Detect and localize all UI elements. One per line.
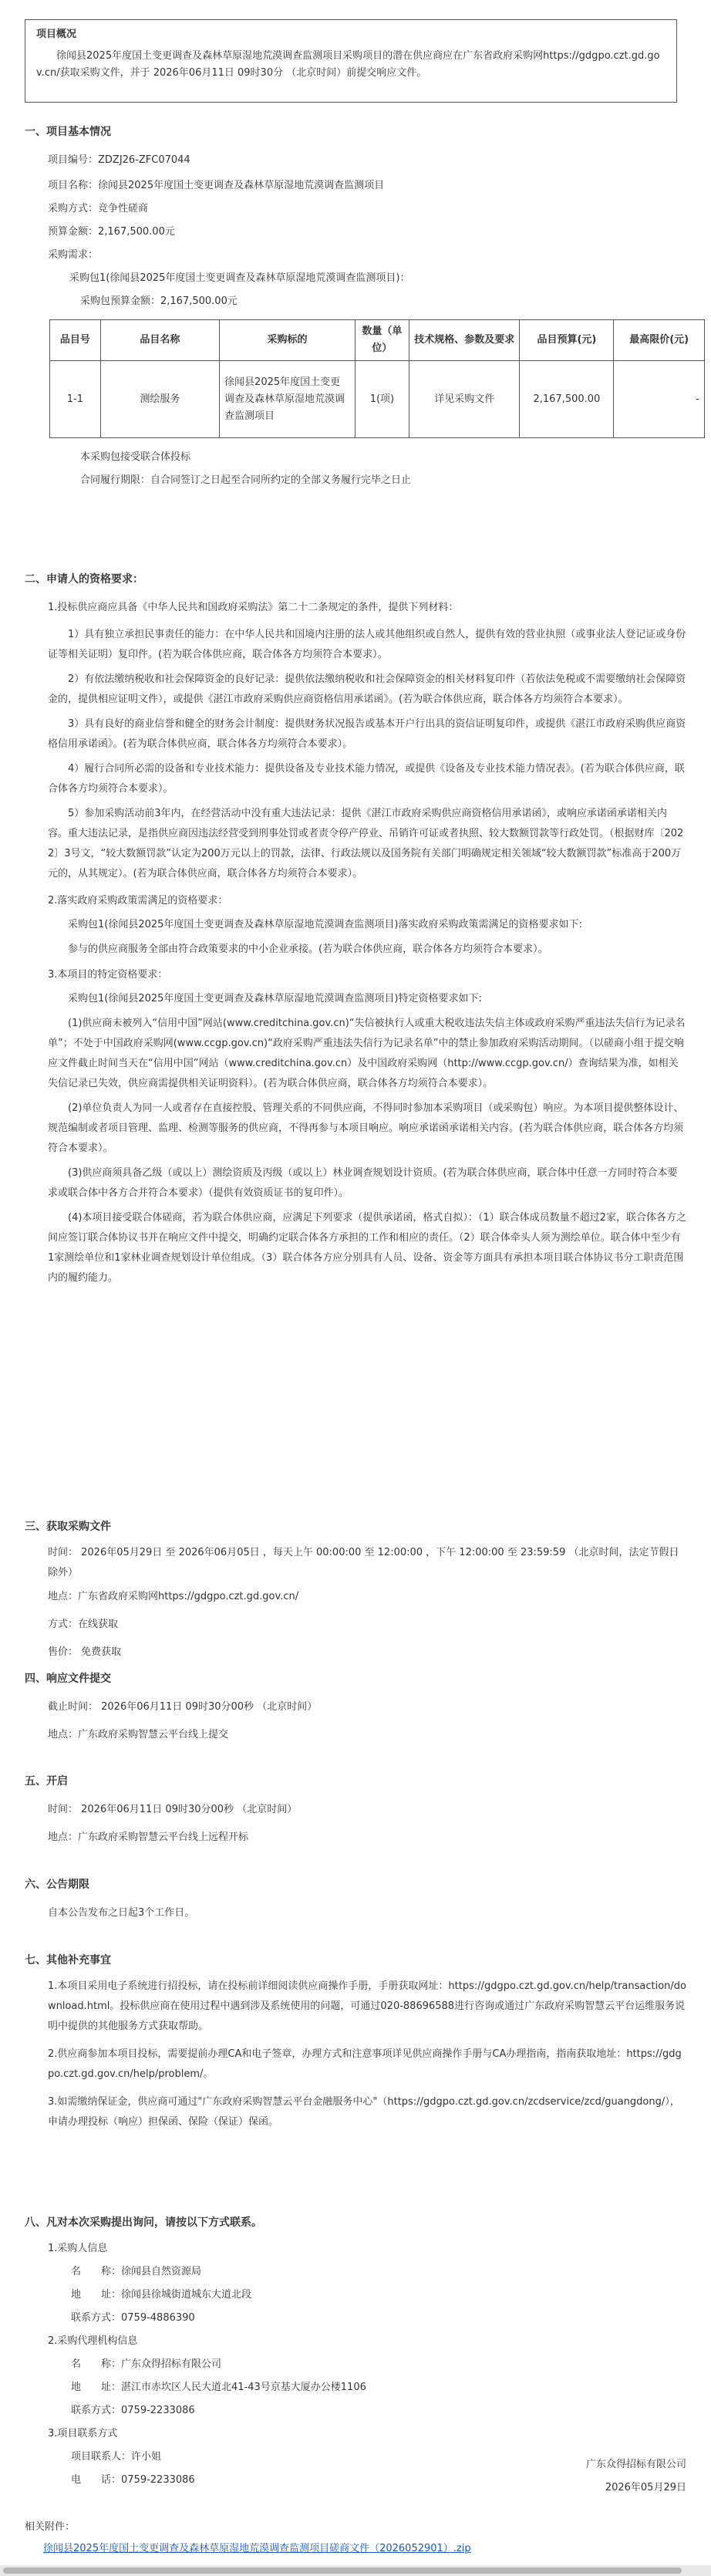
get-documents-list [25, 1543, 686, 1666]
section-title: 六、公告期限 [25, 1879, 89, 1891]
table-header-row [50, 320, 705, 361]
signature-company: 广东众得招标有限公司 [585, 2459, 686, 2470]
specific-qualification-item: (2)单位负责人为同一人或者存在直接控股、管理关系的不同供应商，不得同时参加本采购项目（或采购包）响应。为本项目提供整体设计、规范编制或者项目管理、监理、检测等服务的供应商，不得再参与本项目响应。响应承诺函承诺相关内容。(若为联合体供应商，联合体各方均须符合本要求）。 [48, 1102, 684, 1154]
submission-list [25, 1693, 686, 1749]
package-notes [25, 446, 686, 492]
purchaser-info [48, 2260, 686, 2330]
agency-phone: 0759-2233086 [121, 2405, 195, 2416]
section-title: 五、开启 [25, 1775, 68, 1788]
attachments-label: 相关附件： [25, 2521, 76, 2533]
opening-time: 时间： 2026年06月11日 09时30分00秒 （北京时间） [48, 1804, 298, 1815]
submission-location: 地点：广东政府采购智慧云平台线上提交 [48, 1729, 229, 1740]
get-price: 售价： 免费获取 [48, 1646, 122, 1658]
table-cell: 详见采购文件 [409, 361, 519, 438]
attachment-item [25, 2538, 686, 2560]
budget-amount: 预算金额：2,167,500.00元 [48, 226, 175, 238]
table-header: 品目名称 [100, 320, 219, 361]
field-label: 名 称： [71, 2358, 122, 2370]
contact-phone: 0759-2233086 [121, 2474, 195, 2486]
project-number: 项目编号：ZDZJ26-ZFC07044 [48, 154, 190, 166]
procurement-requirement: 采购需求： [48, 249, 99, 261]
supplementary-item: 3.如需缴纳保证金，供应商可通过"广东政府采购智慧云平台金融服务中心"（https://gdgpo.czt.gd.gov.cn/zcdservice/zcd/guangdong/），申请办理投标（响应）担保函、保险（保证）保函。 [48, 2096, 680, 2128]
agency-phone-row [71, 2399, 686, 2422]
table-cell: 1(项) [355, 361, 409, 438]
purchaser-name-row [71, 2260, 686, 2284]
basic-info-list [25, 147, 686, 267]
qualification-intro: 1.投标供应商应具备《中华人民共和国政府采购法》第二十二条规定的条件，提供下列材料： [48, 602, 459, 613]
section-title: 八、凡对本次采购提出询问，请按以下方式联系。 [25, 2216, 262, 2229]
get-location: 地点：广东省政府采购网https://gdgpo.czt.gd.gov.cn/ [48, 1591, 299, 1602]
attachment-link[interactable]: 徐闻县2025年度国土变更调查及森林草原湿地荒漠调查监测项目磋商文件（2026052901）.zip [43, 2543, 471, 2554]
agency-name: 广东众得招标有限公司 [121, 2358, 222, 2370]
table-header: 品目号 [50, 320, 101, 361]
field-label: 电 话： [71, 2474, 122, 2486]
contact-person: 许小姐 [131, 2451, 162, 2463]
field-label: 项目联系人： [71, 2451, 132, 2463]
package-budget: 采购包预算金额：2,167,500.00元 [80, 295, 238, 307]
agency-info [48, 2353, 686, 2422]
table-cell: 测绘服务 [100, 361, 219, 438]
table-cell: - [614, 361, 705, 438]
purchaser-title: 1.采购人信息 [48, 2243, 108, 2254]
table-header: 数量（单位） [355, 320, 409, 361]
submission-deadline: 截止时间： 2026年06月11日 09时30分00秒 （北京时间） [48, 1701, 318, 1713]
section-title: 一、项目基本情况 [25, 126, 111, 138]
purchaser-phone-row [71, 2307, 686, 2330]
policy-qualification-text: 采购包1(徐闻县2025年度国土变更调查及森林草原湿地荒漠调查监测项目)落实政府采购政策需满足的资格要求如下: [68, 919, 582, 930]
procurement-method: 采购方式：竞争性磋商 [48, 203, 149, 214]
table-header: 技术规格、参数及要求 [409, 320, 519, 361]
items-table [49, 319, 705, 438]
section-title: 三、获取采购文件 [25, 1521, 111, 1533]
qualification-item: 4）履行合同所必需的设备和专业技术能力：提供设备及专业技术能力情况，或提供《设备及专业技术能力情况表》。(若为联合体供应商，联合体各方均须符合本要求）。 [48, 763, 685, 795]
get-method: 方式：在线获取 [48, 1619, 119, 1630]
policy-qualification-title: 2.落实政府采购政策需满足的资格要求： [48, 895, 228, 906]
table-cell: 2,167,500.00 [520, 361, 614, 438]
section-title: 七、其他补充事宜 [25, 1954, 111, 1967]
supplementary-item: 2.供应商参加本项目投标，需要提前办理CA和电子签章，办理方式和注意事项详见供应商操作手册与CA办理指南，指南获取地址：https://gdgpo.czt.gd.gov.cn/help/problem/。 [48, 2048, 682, 2080]
agency-address-row [71, 2376, 686, 2399]
specific-qualification-item: (1)供应商未被列入“信用中国”网站(www.creditchina.gov.cn)“失信被执行人或重大税收违法失信主体或政府采购严重违法失信行为记录名单”；不处于中国政府采购网(www.ccgp.gov.cn)“政府采购严重违法失信行为记录名单”中的禁止参加政府采购活动期间。（以磋商小组于提交响应文件截止时间当天在“信用中国”网站（www.creditchina.gov.cn）及中国政府采购网（http://www.ccgp.gov.cn/）查询结果为准，如相关失信记录已失效，供应商需提供相关证明资料）。(若为联合体供应商，联合体各方均须符合本要求）。 [48, 1018, 686, 1089]
agency-name-row [71, 2353, 686, 2376]
opening-list [25, 1796, 686, 1852]
scrollbar-thumb[interactable] [3, 2568, 682, 2574]
qualification-general [25, 594, 686, 1288]
section-title: 四、响应文件提交 [25, 1673, 111, 1685]
qualification-item: 3）具有良好的商业信誉和健全的财务会计制度：提供财务状况报告或基本开户行出具的资信证明复印件，或提供《湛江市政府采购供应商资格信用承诺函》。(若为联合体供应商，联合体各方均须符合本要求）。 [48, 718, 686, 750]
get-time: 时间： 2026年05月29日 至 2026年06月05日 ，每天上午 00:00:00 至 12:00:00 ，下午 12:00:00 至 23:59:59 （北京时间，法定节假日除外） [48, 1547, 679, 1578]
supplementary-item: 1.本项目采用电子系统进行招投标，请在投标前详细阅读供应商操作手册，手册获取网址：https://gdgpo.czt.gd.gov.cn/help/transaction/download.html。投标供应商在使用过程中遇到涉及系统使用的问题，可通过020-88696588进行咨询或通过广东政府采购智慧云平台运维服务说明中提供的其他服务方式获取帮助。 [48, 1980, 686, 2032]
section-submission [25, 1670, 686, 1749]
field-label: 地 址： [71, 2382, 122, 2393]
qualification-item: 1）具有独立承担民事责任的能力：在中华人民共和国境内注册的法人或其他组织或自然人，提供有效的营业执照（或事业法人登记证或身份证等相关证明）复印件。(若为联合体供应商，联合体各方均须符合本要求）。 [48, 629, 686, 660]
policy-qualification-text: 参与的供应商服务全部由符合政策要求的中小企业承接。(若为联合体供应商，联合体各方均须符合本要求）。 [68, 944, 548, 955]
horizontal-scrollbar[interactable] [0, 2565, 711, 2576]
table-header: 采购标的 [220, 320, 356, 361]
signature-date: 2026年05月29日 [605, 2482, 686, 2493]
field-label: 联系方式： [71, 2312, 122, 2324]
package-line: 采购包1(徐闻县2025年度国土变更调查及森林草原湿地荒漠调查监测项目)： [69, 272, 410, 284]
purchaser-phone: 0759-4886390 [121, 2312, 195, 2324]
section-title: 二、申请人的资格要求： [25, 573, 143, 586]
field-label: 地 址： [71, 2289, 122, 2301]
attachments [25, 2517, 686, 2560]
section-qualifications [25, 571, 686, 1288]
opening-location: 地点：广东政府采购智慧云平台线上远程开标 [48, 1832, 249, 1843]
section-get-documents [25, 1518, 686, 1666]
table-header: 品目预算(元) [520, 320, 614, 361]
specific-qualification-title: 3.本项目的特定资格要求： [48, 969, 168, 981]
section-announcement-period [25, 1876, 686, 1927]
project-overview-box [25, 19, 677, 103]
purchaser-name: 徐闻县自然资源局 [121, 2266, 202, 2277]
section-supplementary [25, 1952, 686, 2132]
purchaser-address: 徐闻县徐城街道城东大道北段 [121, 2289, 252, 2301]
overview-title: 项目概况 [36, 29, 77, 40]
section-basic-info [25, 123, 699, 492]
overview-body: 徐闻县2025年度国土变更调查及森林草原湿地荒漠调查监测项目采购项目的潜在供应商应在广东省政府采购网https://gdgpo.czt.gd.gov.cn/获取采购文件，并于 2026年06月11日 09时30分 （北京时间）前提交响应文件。 [36, 50, 660, 79]
announcement-period: 自本公告发布之日起3个工作日。 [48, 1907, 195, 1919]
table-row [50, 361, 705, 438]
section-contacts [25, 2214, 686, 2492]
agency-title: 2.采购代理机构信息 [48, 2335, 138, 2347]
purchaser-address-row [71, 2284, 686, 2307]
table-cell: 徐闻县2025年度国土变更调查及森林草原湿地荒漠调查监测项目 [220, 361, 356, 438]
contract-term: 合同履行期限：自合同签订之日起至合同所约定的全部义务履行完毕之日止 [80, 474, 412, 486]
period-list [25, 1899, 686, 1927]
table-header: 最高限价(元) [614, 320, 705, 361]
section-opening [25, 1773, 686, 1852]
field-label: 联系方式： [71, 2405, 122, 2416]
signature-block [586, 2453, 686, 2500]
agency-address: 湛江市赤坎区人民大道北41-43号京基大厦办公楼1106 [121, 2382, 366, 2393]
field-label: 名 称： [71, 2266, 122, 2277]
qualification-item: 5）参加采购活动前3年内，在经营活动中没有重大违法记录：提供《湛江市政府采购供应商资格信用承诺函》，或响应承诺函承诺相关内容。重大违法记录，是指供应商因违法经营受到刑事处罚或者责令停产停业、吊销许可证或者执照、较大数额罚款等行政处罚。（根据财库〔2022〕3号文，“较大数额罚款”认定为200万元以上的罚款，法律、行政法规以及国务院有关部门明确规定相关领域“较大数额罚款”标准高于200万元的，从其规定）。(若为联合体供应商，联合体各方均须符合本要求）。 [48, 808, 684, 879]
table-cell: 1-1 [50, 361, 101, 438]
consortium-note: 本采购包接受联合体投标 [80, 451, 191, 463]
specific-qualification-item: (3)供应商须具备乙级（或以上）测绘资质及丙级（或以上）林业调查规划设计资质。(若为联合体供应商，联合体中任意一方同时符合本要求或联合体中各方合并符合本要求）（提供有效资质证书的复印件）。 [48, 1167, 678, 1199]
supplementary-list [25, 1977, 686, 2132]
contact-title: 3.项目联系方式 [48, 2428, 118, 2439]
qualification-item: 2）有依法缴纳税收和社会保障资金的良好记录：提供依法缴纳税收和社会保障资金的相关材料复印件（若依法免税或不需要缴纳社会保障资金的，提供相应证明文件），或提供《湛江市政府采购供应商资格信用承诺函》。(若为联合体供应商，联合体各方均须符合本要求）。 [48, 674, 686, 705]
specific-qualification-intro: 采购包1(徐闻县2025年度国土变更调查及森林草原湿地荒漠调查监测项目)特定资格要求如下: [68, 993, 482, 1004]
project-name: 项目名称：徐闻县2025年度国土变更调查及森林草原湿地荒漠调查监测项目 [48, 180, 385, 191]
specific-qualification-item: (4)本项目接受联合体磋商，若为联合体供应商，应满足下列要求（提供承诺函，格式自拟）：（1）联合体成员数量不超过2家，联合体各方之间应签订联合体协议书并在响应文件中提交，明确约定联合体各方承担的工作和相应的责任。（2）联合体牵头人须为测绘单位。联合体中至少有1家测绘单位和1家林业调查规划设计单位组成。（3）联合体各方应分别具有人员、设备、资金等方面具有承担本项目联合体协议书分工职责范围内的履约能力。 [48, 1212, 686, 1284]
